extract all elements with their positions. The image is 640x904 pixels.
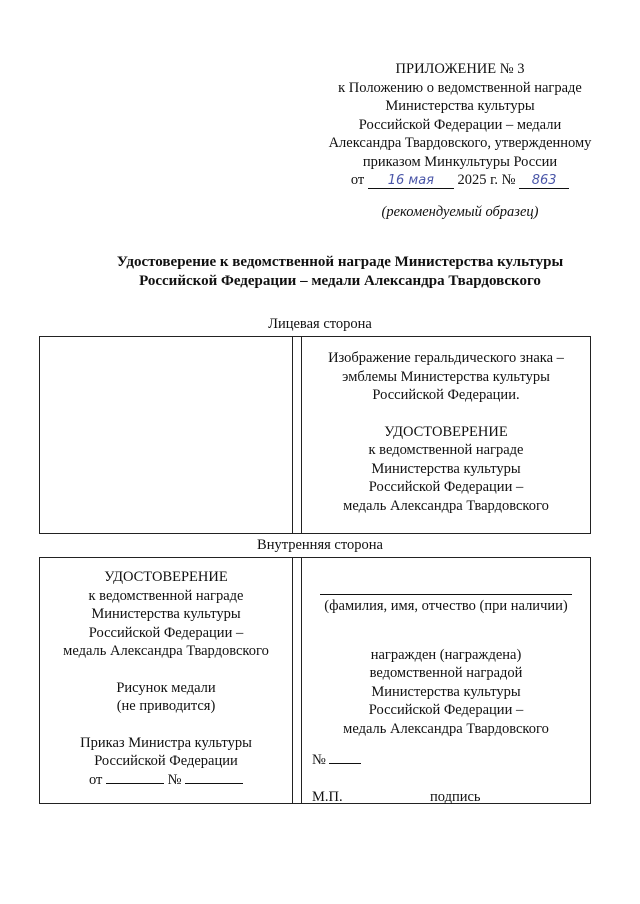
awarded-text xyxy=(316,646,576,739)
cert-line: Российской Федерации – xyxy=(368,479,524,495)
medal-picture-note: (не приводится) xyxy=(116,698,216,714)
title-line: Удостоверение к ведомственной награде Министерства культуры xyxy=(116,254,564,270)
inner-right-cell xyxy=(302,558,590,803)
cert-line: медаль Александра Твардовского xyxy=(63,643,269,659)
date-prefix: от xyxy=(350,172,365,188)
number-label: № xyxy=(312,752,326,768)
inner-side-label: Внутренняя сторона xyxy=(257,537,383,553)
order-line: Приказ Министра культуры xyxy=(80,734,252,751)
inner-side-box xyxy=(39,557,591,804)
cert-line: к ведомственной награде xyxy=(368,442,524,458)
handwritten-date: 16 мая xyxy=(368,173,454,189)
full-name-caption: (фамилия, имя, отчество (при наличии) xyxy=(324,598,568,614)
awarded-line: медаль Александра Твардовского xyxy=(343,720,549,737)
stamp-label: М.П. xyxy=(312,789,343,805)
appendix-line: Александра Твардовского, утвержденному xyxy=(328,135,592,151)
handwritten-number: 863 xyxy=(519,173,569,189)
order-date-line xyxy=(305,171,615,190)
awarded-line: Министерства культуры xyxy=(371,683,521,700)
number-blank xyxy=(329,751,361,764)
front-right-cell xyxy=(302,337,590,533)
appendix-line: приказом Минкультуры России xyxy=(362,153,558,170)
title-line: Российской Федерации – медали Александра Твардовского xyxy=(139,273,541,289)
emblem-line: Изображение геральдического знака – xyxy=(328,350,564,366)
appendix-line: Российской Федерации – медали xyxy=(358,116,562,133)
order-number-blank xyxy=(185,771,243,784)
emblem-line: Российской Федерации. xyxy=(372,387,520,403)
awarded-line: Российской Федерации – xyxy=(368,702,524,718)
document-title xyxy=(60,253,620,291)
signature-label: подпись xyxy=(430,789,481,805)
medal-picture-note: Рисунок медали xyxy=(116,679,216,696)
cert-line: УДОСТОВЕРЕНИЕ xyxy=(384,423,508,440)
cert-line: медаль Александра Твардовского xyxy=(343,497,549,514)
awarded-line: ведомственной наградой xyxy=(369,665,523,681)
cert-line: Министерства культуры xyxy=(371,460,521,477)
front-side-box xyxy=(39,336,591,534)
order-line: Российской Федерации xyxy=(94,753,238,769)
order-date-blank xyxy=(106,771,164,784)
order-fields xyxy=(40,771,292,790)
appendix-line: к Положению о ведомственной награде xyxy=(338,79,582,96)
appendix-header xyxy=(305,60,615,190)
cert-line: УДОСТОВЕРЕНИЕ xyxy=(104,569,228,585)
fold-gap xyxy=(293,558,302,803)
inner-left-cell xyxy=(40,558,293,803)
awarded-line: награжден (награждена) xyxy=(370,646,522,663)
appendix-line: Министерства культуры xyxy=(385,98,535,114)
cert-line: к ведомственной награде xyxy=(88,587,244,604)
certificate-number xyxy=(312,751,361,770)
emblem-line: эмблемы Министерства культуры xyxy=(342,368,550,385)
cert-line: Российской Федерации – xyxy=(88,624,244,641)
fold-gap xyxy=(293,337,302,533)
front-side-label: Лицевая сторона xyxy=(268,316,372,332)
order-from-label: от xyxy=(88,771,103,788)
front-left-cell xyxy=(40,337,293,533)
full-name-blank xyxy=(320,558,572,595)
cert-line: Министерства культуры xyxy=(91,606,241,622)
year-text: 2025 г. № xyxy=(457,172,516,188)
order-number-label: № xyxy=(167,771,182,788)
sample-note: (рекомендуемый образец) xyxy=(381,204,539,220)
appendix-line: ПРИЛОЖЕНИЕ № 3 xyxy=(395,61,525,77)
